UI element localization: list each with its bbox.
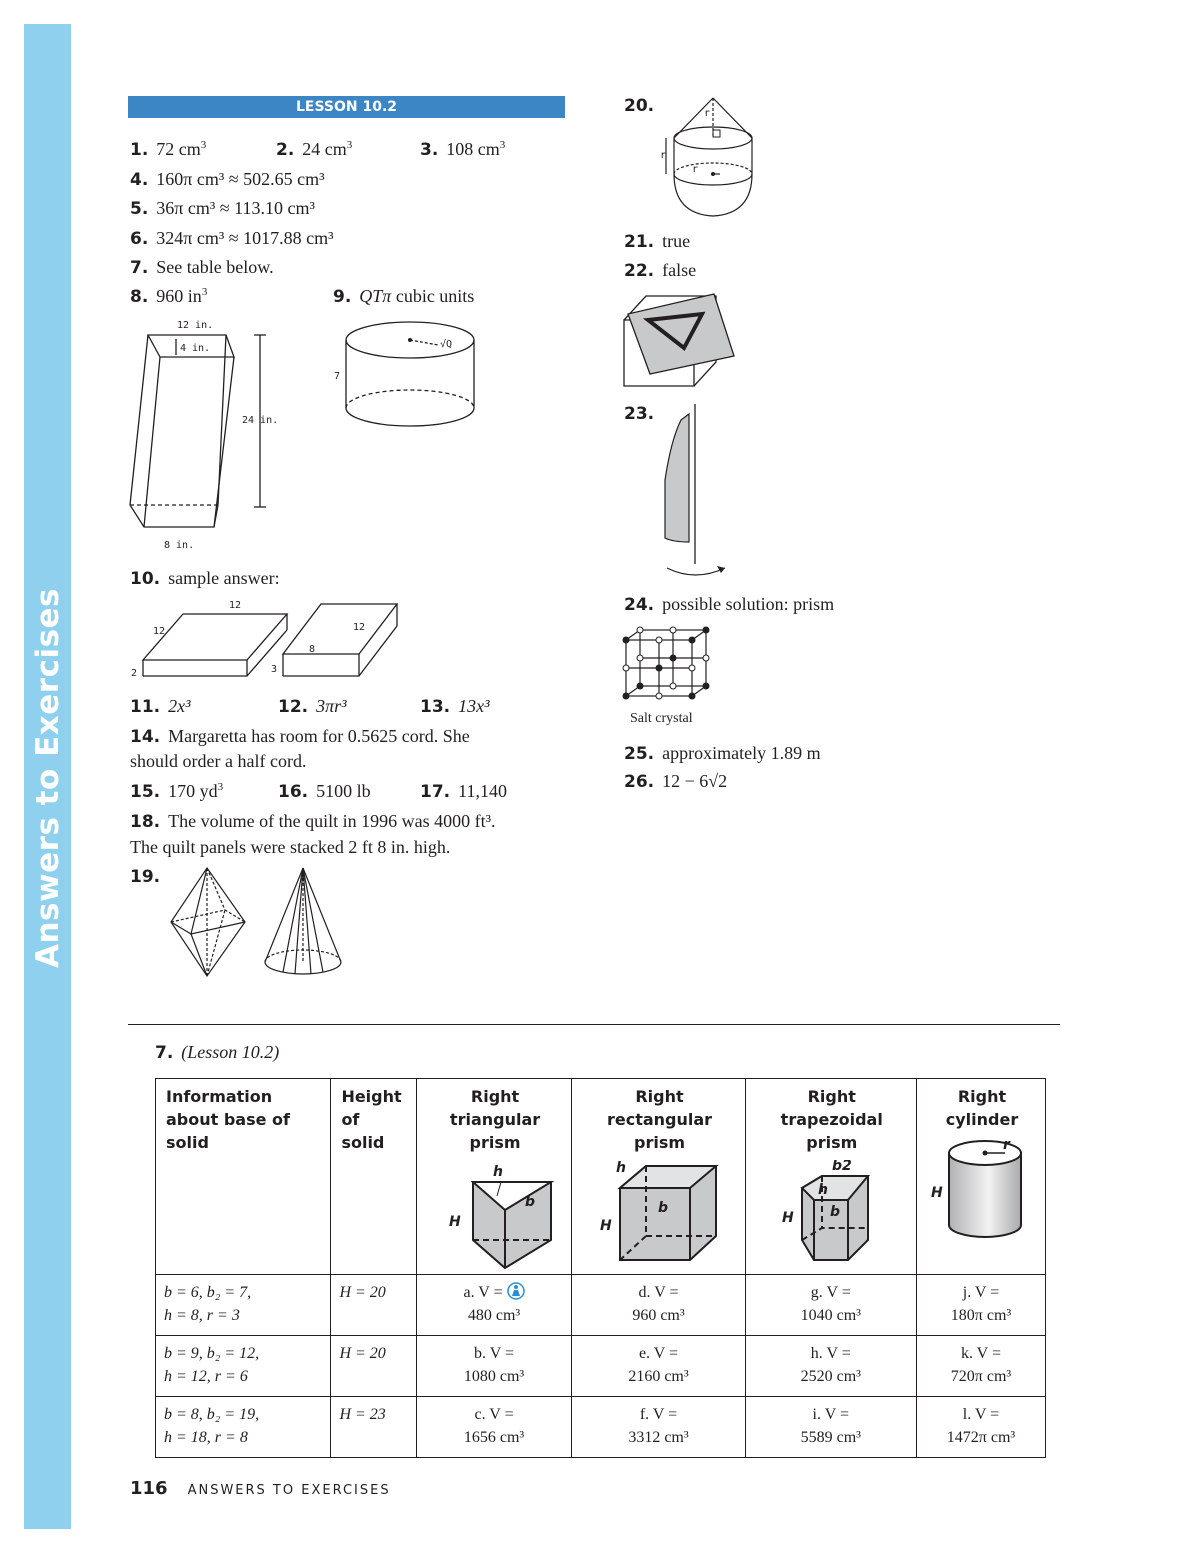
svg-text:24 in.: 24 in. (242, 415, 279, 426)
sidebar-label: Answers to Exercises (30, 587, 66, 969)
volume-table (155, 1078, 1046, 1458)
svg-text:r: r (1002, 1137, 1010, 1153)
svg-text:8 in.: 8 in. (164, 540, 195, 551)
answer-22: 22. false (624, 260, 697, 281)
row3-height: H = 23 (331, 1397, 416, 1458)
lesson-heading: LESSON 10.2 (128, 96, 565, 118)
answer-23: 23. (624, 404, 655, 424)
row2-cylinder: k. V = 720π cm³ (916, 1336, 1045, 1397)
header-height: Height of solid (331, 1079, 416, 1275)
row2-triangular: b. V = 1080 cm³ (416, 1336, 572, 1397)
answer-2: 2. 24 $cm^3$ (276, 139, 353, 160)
triangular-prism-icon (435, 1160, 555, 1270)
row1-rectangular: d. V = 960 cm³ (572, 1275, 745, 1336)
svg-text:12 in.: 12 in. (177, 320, 214, 331)
row2-height: H = 20 (331, 1336, 416, 1397)
header-triangular-prism: Right triangular prism h b H (416, 1079, 572, 1275)
header-trapezoidal-prism: Right trapezoidal prism b2 h b H (745, 1079, 916, 1275)
answer-8: 8. 960 $in^3$ (130, 286, 208, 307)
answer-14-cont: should order a half cord. (130, 751, 307, 771)
answer-9: 9. QTπ cubic units (333, 286, 475, 307)
svg-text:H: H (781, 1210, 794, 1226)
cone-hemisphere-figure (660, 94, 760, 220)
answer-1: 1. 72 $cm^3$ (130, 139, 207, 160)
svg-text:H: H (449, 1214, 461, 1230)
header-rectangular-prism: Right rectangular prism h b H (572, 1079, 745, 1275)
answer-10: 10. sample answer: (130, 568, 280, 589)
answer-5: 5. 36π cm³ ≈ 113.10 cm³ (130, 198, 315, 219)
cylinder-figure (328, 315, 488, 440)
answer-18: 18. The volume of the quilt in 1996 was 4000 ft³. (130, 811, 496, 832)
row1-triangular: a. V = 480 cm³ (416, 1275, 572, 1336)
header-base-info: Information about base of solid (156, 1079, 331, 1275)
helper-icon (507, 1282, 525, 1300)
answer-21: 21. true (624, 231, 691, 252)
svg-text:8: 8 (309, 644, 316, 655)
row2-rectangular: e. V = 2160 cm³ (572, 1336, 745, 1397)
page-footer (130, 1478, 391, 1499)
svg-text:h: h (615, 1160, 626, 1176)
footer-title: ANSWERS TO EXERCISES (187, 1483, 391, 1498)
row3-triangular: c. V = 1656 cm³ (416, 1397, 572, 1458)
answer-4: 4. 160π cm³ ≈ 502.65 cm³ (130, 169, 325, 190)
answer-18-cont: The quilt panels were stacked 2 ft 8 in. high. (130, 837, 451, 857)
page-number: 116 (130, 1478, 168, 1499)
row3-trapezoidal: i. V = 5589 cm³ (745, 1397, 916, 1458)
revolution-profile-figure (655, 400, 735, 585)
answer-26: 26. 12 − 6√2 (624, 771, 728, 792)
cube-cross-section-figure (620, 290, 740, 390)
svg-text:4 in.: 4 in. (180, 343, 211, 354)
row1-base: b = 6, b₂ = 7, h = 8, r = 3 (156, 1275, 331, 1336)
answer-25: 25. approximately 1.89 m (624, 743, 821, 764)
table-row (156, 1336, 1046, 1397)
svg-text:b: b (525, 1194, 536, 1210)
trapezoidal-prism-icon (762, 1160, 902, 1270)
svg-text:12: 12 (153, 626, 166, 637)
answer-6: 6. 324π cm³ ≈ 1017.88 cm³ (130, 228, 334, 249)
table-caption: 7. (Lesson 10.2) (155, 1042, 280, 1063)
svg-text:3: 3 (271, 664, 278, 675)
row3-rectangular: f. V = 3312 cm³ (572, 1397, 745, 1458)
answer-19: 19. (130, 867, 161, 887)
answer-12: 12. 3πr³ (278, 696, 347, 717)
svg-text:r: r (692, 164, 699, 175)
row1-trapezoidal: g. V = 1040 cm³ (745, 1275, 916, 1336)
answer-24: 24. possible solution: prism (624, 594, 835, 615)
answer-7: 7. See table below. (130, 257, 274, 278)
table-row (156, 1275, 1046, 1336)
answer-17: 17. 11,140 (420, 781, 507, 802)
row2-trapezoidal: h. V = 2520 cm³ (745, 1336, 916, 1397)
answer-13: 13. 13x³ (420, 696, 490, 717)
row3-base: b = 8, b₂ = 19, h = 18, r = 8 (156, 1397, 331, 1458)
answer-15: 15. 170 $yd^3$ (130, 781, 224, 802)
header-cylinder: Right cylinder r H (916, 1079, 1045, 1275)
svg-text:12: 12 (229, 600, 242, 611)
svg-text:H: H (599, 1218, 612, 1234)
answer-16: 16. 5100 lb (278, 781, 371, 802)
svg-text:r: r (660, 150, 667, 161)
salt-crystal-caption: Salt crystal (630, 711, 693, 726)
answer-14: 14. Margaretta has room for 0.5625 cord. She (130, 726, 470, 747)
solids-of-revolution-figure (165, 862, 355, 982)
sample-boxes-figure (125, 596, 405, 686)
rectangular-prism-icon (590, 1160, 730, 1270)
answer-3: 3. 108 $cm^3$ (420, 139, 506, 160)
svg-text:b: b (829, 1204, 840, 1220)
row2-base: b = 9, b₂ = 12, h = 12, r = 6 (156, 1336, 331, 1397)
row3-cylinder: l. V = 1472π cm³ (916, 1397, 1045, 1458)
row1-cylinder: j. V = 180π cm³ (916, 1275, 1045, 1336)
svg-text:h: h (493, 1164, 503, 1180)
svg-text:√Q: √Q (440, 339, 453, 350)
table-row (156, 1397, 1046, 1458)
svg-text:h: h (817, 1182, 828, 1198)
table-header-row (156, 1079, 1046, 1275)
svg-text:H: H (930, 1185, 943, 1201)
slanted-prism-figure (122, 315, 282, 555)
svg-text:7: 7 (334, 371, 341, 382)
answer-11: 11. 2x³ (130, 696, 191, 717)
cylinder-icon (927, 1137, 1037, 1247)
svg-text:r: r (704, 108, 711, 119)
salt-crystal-figure (620, 624, 720, 704)
section-divider (128, 1024, 1060, 1025)
svg-text:b: b (657, 1200, 668, 1216)
svg-text:2: 2 (131, 668, 138, 679)
svg-text:12: 12 (353, 622, 366, 633)
answer-20: 20. (624, 96, 655, 116)
svg-text:b2: b2 (831, 1160, 852, 1174)
row1-height: H = 20 (331, 1275, 416, 1336)
